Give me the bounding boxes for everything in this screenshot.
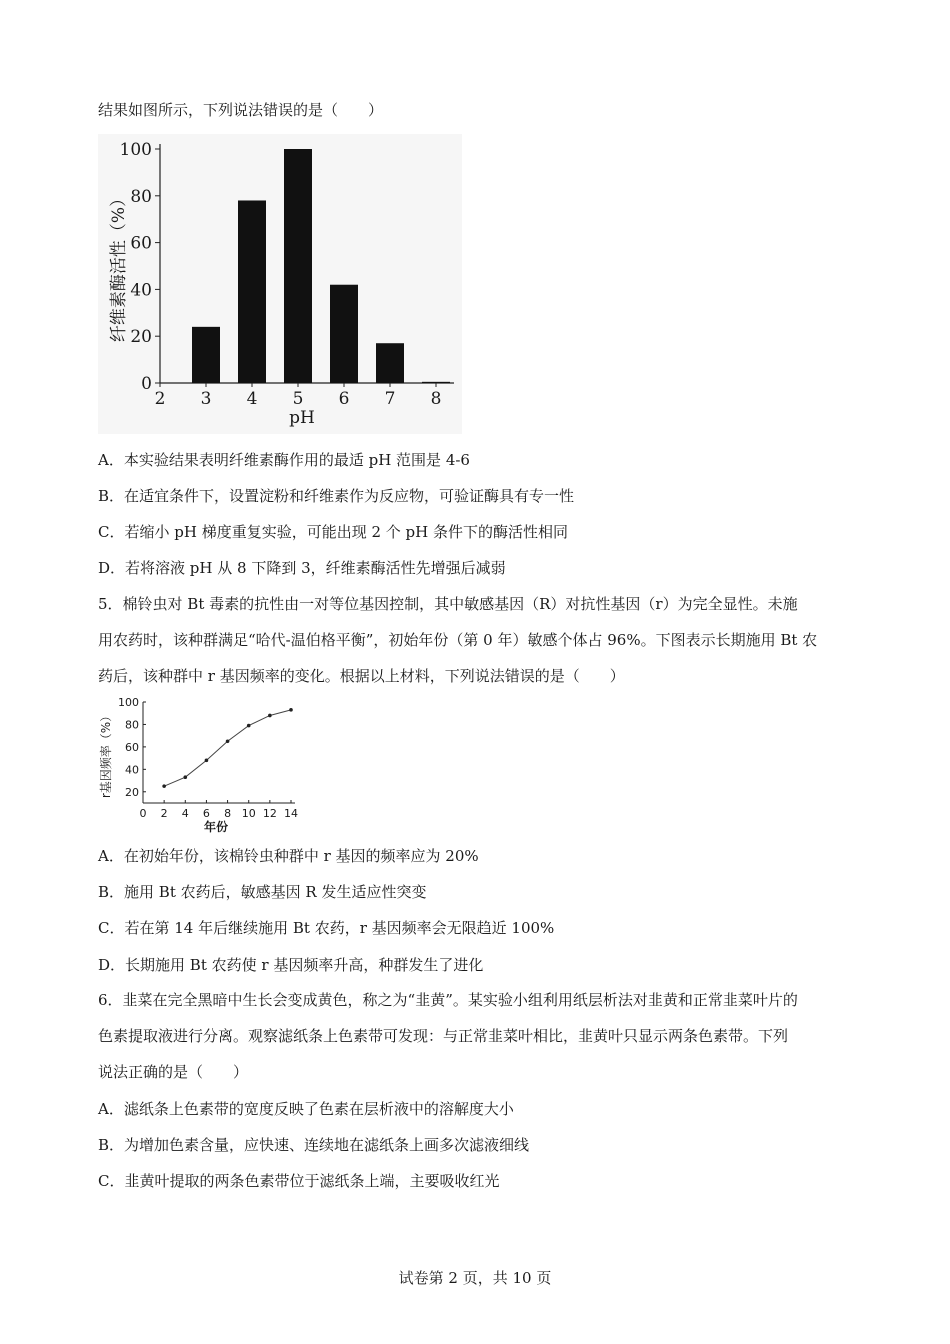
x-tick-label: 0 (139, 807, 147, 820)
x-tick-label: 8 (224, 807, 232, 820)
bar-ph-8 (422, 382, 450, 383)
r-frequency-series-line (164, 710, 291, 786)
q6-stem-line-1: 6．韭菜在完全黑暗中生长会变成黄色，称之为“韭黄”。某实验小组利用纸层析法对韭黄和正常韭菜叶片的 (98, 991, 798, 1009)
data-point-year-10 (247, 724, 251, 728)
bar-ph-6 (330, 285, 358, 383)
q5-option-b: B．施用 Bt 农药后，敏感基因 R 发生适应性突变 (98, 883, 427, 901)
y-tick-label: 100 (119, 140, 152, 160)
y-axis-title: r基因频率（%） (99, 709, 113, 799)
x-axis-title: pH (289, 408, 315, 428)
q6-option-b: B．为增加色素含量，应快速、连续地在滤纸条上画多次滤液细线 (98, 1136, 530, 1154)
q4-option-d: D．若将溶液 pH 从 8 下降到 3，纤维素酶活性先增强后减弱 (98, 559, 506, 577)
x-tick-label: 4 (181, 807, 189, 820)
y-tick-label: 0 (141, 374, 152, 394)
q5-option-c: C．若在第 14 年后继续施用 Bt 农药，r 基因频率会无限趋近 100% (98, 919, 555, 937)
y-tick-label: 80 (125, 718, 139, 732)
q6-option-a: A．滤纸条上色素带的宽度反映了色素在层析液中的溶解度大小 (98, 1100, 514, 1118)
x-tick-label: 7 (384, 389, 396, 409)
data-point-year-6 (205, 759, 209, 763)
bar-ph-3 (192, 327, 220, 383)
x-tick-label: 4 (246, 389, 258, 409)
data-point-year-2 (162, 784, 166, 788)
cellulase-activity-bar-chart (98, 134, 462, 434)
data-point-year-12 (268, 714, 272, 718)
y-tick-label: 40 (125, 763, 139, 777)
q5-stem-line-3: 药后，该种群中 r 基因频率的变化。根据以上材料，下列说法错误的是（ ） (98, 667, 625, 685)
q6-stem-line-2: 色素提取液进行分离。观察滤纸条上色素带可发现：与正常韭菜叶相比，韭黄叶只显示两条色素带。下列 (98, 1027, 789, 1045)
r-gene-frequency-line-chart (98, 692, 308, 840)
q4-option-c: C．若缩小 pH 梯度重复实验，可能出现 2 个 pH 条件下的酶活性相同 (98, 523, 568, 541)
y-axis-title: 纤维素酶活性（%） (109, 189, 129, 343)
y-tick-label: 80 (130, 186, 152, 207)
data-point-year-4 (183, 775, 187, 779)
x-tick-label: 10 (241, 807, 256, 820)
y-tick-label: 100 (118, 696, 139, 709)
q4-option-a: A．本实验结果表明纤维素酶作用的最适 pH 范围是 4-6 (98, 451, 470, 469)
x-axis-title: 年份 (203, 820, 229, 834)
x-tick-label: 2 (160, 807, 168, 820)
q6-stem-line-3: 说法正确的是（ ） (98, 1063, 249, 1081)
data-point-year-14 (289, 708, 293, 712)
x-tick-label: 14 (284, 807, 298, 820)
x-tick-label: 2 (154, 389, 166, 409)
y-tick-label: 20 (125, 785, 139, 799)
q5-stem-line-1: 5．棉铃虫对 Bt 毒素的抗性由一对等位基因控制，其中敏感基因（R）对抗性基因（r）为完全显性。未施 (98, 595, 798, 613)
x-tick-label: 3 (200, 389, 212, 409)
q5-option-d: D．长期施用 Bt 农药使 r 基因频率升高，种群发生了进化 (98, 956, 484, 974)
x-tick-label: 6 (338, 389, 350, 409)
y-tick-label: 20 (130, 327, 152, 348)
bar-ph-4 (238, 200, 266, 383)
page-footer: 试卷第 2 页，共 10 页 (398, 1269, 552, 1287)
q5-option-a: A．在初始年份，该棉铃虫种群中 r 基因的频率应为 20% (98, 847, 479, 865)
q4-option-b: B．在适宜条件下，设置淀粉和纤维素作为反应物，可验证酶具有专一性 (98, 487, 575, 505)
intro-line: 结果如图所示，下列说法错误的是（ ） (98, 101, 384, 119)
q5-stem-line-2: 用农药时，该种群满足“哈代-温伯格平衡”，初始年份（第 0 年）敏感个体占 96%。下图表示长期施用 Bt 农 (98, 631, 818, 649)
x-tick-label: 5 (292, 389, 304, 409)
x-tick-label: 8 (430, 389, 442, 409)
bar-ph-7 (376, 343, 404, 383)
y-tick-label: 60 (130, 233, 152, 254)
y-tick-label: 60 (125, 740, 139, 754)
y-tick-label: 40 (130, 280, 152, 301)
q6-option-c: C．韭黄叶提取的两条色素带位于滤纸条上端，主要吸收红光 (98, 1172, 500, 1190)
x-tick-label: 6 (202, 807, 210, 820)
bar-ph-5 (284, 149, 312, 383)
data-point-year-8 (226, 739, 230, 743)
x-tick-label: 12 (262, 807, 277, 820)
